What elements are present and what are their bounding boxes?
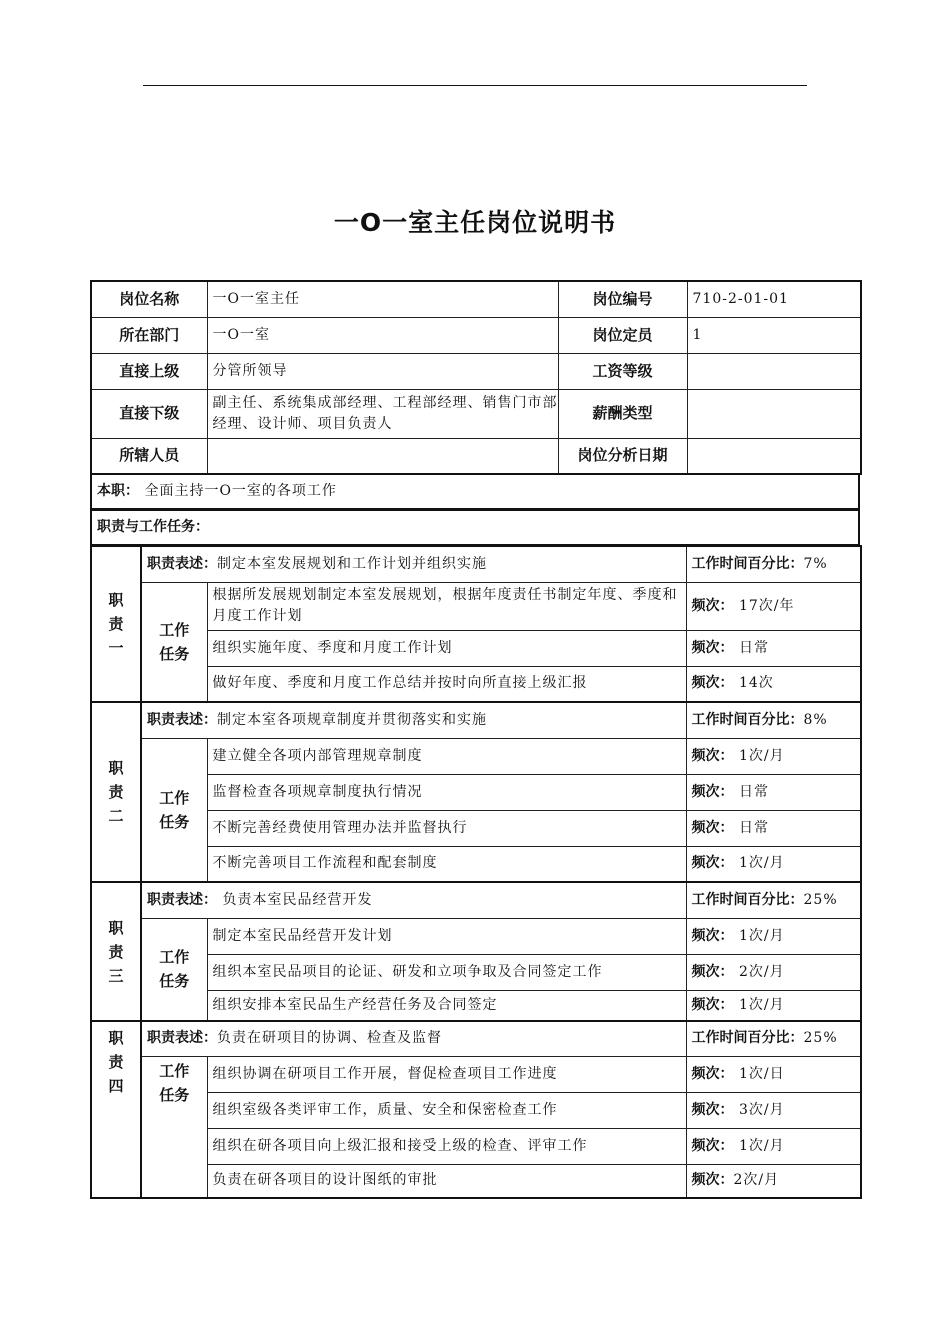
duty-3-task-1: 制定本室民品经营开发计划 — [207, 918, 686, 954]
duty-3-task-3: 组织安排本室民品生产经营任务及合同签定 — [207, 990, 686, 1021]
position-name-value: 一O一室主任 — [207, 281, 558, 317]
duty-4-task-1-freq: 频次： 1次/日 — [686, 1056, 861, 1092]
duty-2-label: 职责二 — [91, 702, 141, 882]
subordinates-value: 副主任、系统集成部经理、工程部经理、销售门市部经理、设计师、项目负责人 — [207, 389, 558, 438]
duty-1-task-2-freq: 频次： 日常 — [686, 630, 861, 666]
headcount-value: 1 — [687, 317, 861, 353]
duty-4-label: 职责四 — [91, 1021, 141, 1198]
duty-3-task-3-freq: 频次： 1次/月 — [686, 990, 861, 1021]
duty-1-task-3-freq: 频次： 14次 — [686, 666, 861, 702]
duty-4-task-4: 负责在研各项目的设计图纸的审批 — [207, 1164, 686, 1198]
duty-2-task-1: 建立健全各项内部管理规章制度 — [207, 738, 686, 774]
duty-1-label: 职责一 — [91, 546, 141, 702]
staff-label: 所辖人员 — [91, 438, 207, 474]
duty-2-statement: 职责表述：制定本室各项规章制度并贯彻落实和实施 — [141, 702, 686, 738]
header-rule — [143, 85, 807, 86]
core-duty-row — [90, 473, 860, 510]
salary-grade-value — [687, 353, 861, 389]
duty-2-task-2-freq: 频次： 日常 — [686, 774, 861, 810]
duty-3-task-2: 组织本室民品项目的论证、研发和立项争取及合同签定工作 — [207, 954, 686, 990]
core-duty-label: 本职： — [97, 483, 139, 499]
pay-type-label: 薪酬类型 — [558, 389, 687, 438]
duty-2-task-3: 不断完善经费使用管理办法并监督执行 — [207, 810, 686, 846]
duty-3-task-label: 工作任务 — [141, 918, 207, 1021]
duty-3-task-1-freq: 频次： 1次/月 — [686, 918, 861, 954]
analysis-date-value — [687, 438, 861, 474]
duty-4-task-3: 组织在研各项目向上级汇报和接受上级的检查、评审工作 — [207, 1128, 686, 1164]
duty-1-time: 工作时间百分比：7% — [686, 546, 861, 582]
duty-4-task-3-freq: 频次： 1次/月 — [686, 1128, 861, 1164]
position-name-label: 岗位名称 — [91, 281, 207, 317]
subordinates-label: 直接下级 — [91, 389, 207, 438]
duty-1-task-1-freq: 频次： 17次/年 — [686, 582, 861, 630]
department-value: 一O一室 — [207, 317, 558, 353]
duty-1-task-3: 做好年度、季度和月度工作总结并按时向所直接上级汇报 — [207, 666, 686, 702]
duty-4-task-2-freq: 频次： 3次/月 — [686, 1092, 861, 1128]
position-info-table — [90, 280, 862, 475]
duty-1-statement: 职责表述：制定本室发展规划和工作计划并组织实施 — [141, 546, 686, 582]
headcount-label: 岗位定员 — [558, 317, 687, 353]
duty-4-time: 工作时间百分比：25% — [686, 1021, 861, 1056]
superior-label: 直接上级 — [91, 353, 207, 389]
duty-2-task-label: 工作任务 — [141, 738, 207, 882]
duty-1-task-1: 根据所发展规划制定本室发展规划，根据年度责任书制定年度、季度和月度工作计划 — [207, 582, 686, 630]
pay-type-value — [687, 389, 861, 438]
duty-4-task-4-freq: 频次：2次/月 — [686, 1164, 861, 1198]
staff-value — [207, 438, 558, 474]
duties-header: 职责与工作任务： — [97, 519, 209, 535]
duty-3-statement: 职责表述： 负责本室民品经营开发 — [141, 882, 686, 918]
duty-2-task-4: 不断完善项目工作流程和配套制度 — [207, 846, 686, 882]
duties-table — [90, 545, 862, 1199]
duty-1-task-2: 组织实施年度、季度和月度工作计划 — [207, 630, 686, 666]
duty-2-time: 工作时间百分比：8% — [686, 702, 861, 738]
duty-4-task-2: 组织室级各类评审工作，质量、安全和保密检查工作 — [207, 1092, 686, 1128]
duty-4-task-1: 组织协调在研项目工作开展，督促检查项目工作进度 — [207, 1056, 686, 1092]
duty-2-task-2: 监督检查各项规章制度执行情况 — [207, 774, 686, 810]
duty-3-time: 工作时间百分比：25% — [686, 882, 861, 918]
superior-value: 分管所领导 — [207, 353, 558, 389]
position-code-value: 710-2-01-01 — [687, 281, 861, 317]
duty-3-task-2-freq: 频次： 2次/月 — [686, 954, 861, 990]
duty-2-task-4-freq: 频次： 1次/月 — [686, 846, 861, 882]
duty-3-label: 职责三 — [91, 882, 141, 1021]
document-title: 一O一室主任岗位说明书 — [333, 208, 617, 237]
duty-1-task-label: 工作任务 — [141, 582, 207, 702]
duty-4-statement: 职责表述：负责在研项目的协调、检查及监督 — [141, 1021, 686, 1056]
salary-grade-label: 工资等级 — [558, 353, 687, 389]
duty-2-task-3-freq: 频次： 日常 — [686, 810, 861, 846]
duty-4-task-label: 工作任务 — [141, 1056, 207, 1198]
duties-header-row — [90, 509, 860, 546]
position-code-label: 岗位编号 — [558, 281, 687, 317]
analysis-date-label: 岗位分析日期 — [558, 438, 687, 474]
department-label: 所在部门 — [91, 317, 207, 353]
core-duty-value: 全面主持一O一室的各项工作 — [144, 483, 337, 499]
duty-2-task-1-freq: 频次： 1次/月 — [686, 738, 861, 774]
